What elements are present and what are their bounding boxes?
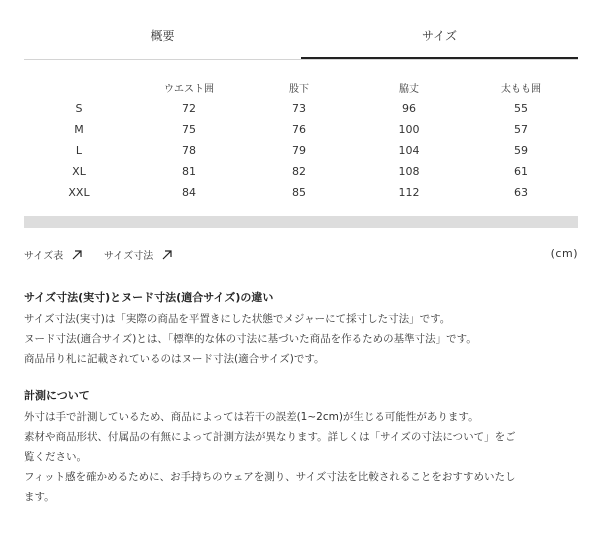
- size-label: XXL: [68, 186, 90, 199]
- table-cell: 73: [292, 102, 306, 115]
- table-header-row: [24, 76, 578, 98]
- section-title-measurement: 計測について: [24, 389, 90, 402]
- table-cell: 85: [292, 186, 306, 199]
- table-cell: 81: [182, 165, 196, 178]
- table-cell: 57: [514, 123, 528, 136]
- note-line: ヌード寸法(適合サイズ)とは、「標準的な体の寸法に基づいた商品を作るための基準寸法」です。: [24, 333, 477, 345]
- note-line: 素材や商品形状、付属品の有無によって計測方法が異なります。詳しくは「サイズの寸法について」をご: [24, 431, 516, 443]
- table-cell: 61: [514, 165, 528, 178]
- note-line: サイズ寸法(実寸)は「実際の商品を平置きにした状態でメジャーにて採寸した寸法」です。: [24, 313, 451, 325]
- table-cell: 82: [292, 165, 306, 178]
- table-cell: 59: [514, 144, 528, 157]
- table-cell: 75: [182, 123, 196, 136]
- size-label: XL: [72, 165, 86, 178]
- table-cell: 84: [182, 186, 196, 199]
- note-line: ます。: [24, 491, 55, 503]
- tab-divider: [24, 59, 578, 60]
- size-table: [24, 76, 578, 203]
- table-cell: 96: [402, 102, 416, 115]
- column-header-side-length: 脇丈: [399, 83, 419, 95]
- table-row: [24, 182, 578, 203]
- table-row: [24, 140, 578, 161]
- size-notes: [24, 289, 584, 507]
- column-header-waist: ウエスト囲: [164, 83, 214, 95]
- table-row: [24, 98, 578, 119]
- column-header-inseam: 股下: [289, 83, 309, 95]
- table-cell: 79: [292, 144, 306, 157]
- size-table-link-label: サイズ表: [24, 251, 64, 262]
- note-line: 覧ください。: [24, 451, 87, 463]
- size-label: S: [75, 102, 83, 115]
- table-cell: 108: [398, 165, 420, 178]
- table-row: [24, 161, 578, 182]
- tab-size[interactable]: サイズ: [301, 20, 578, 60]
- column-header: [24, 76, 134, 98]
- size-label: L: [75, 144, 83, 157]
- table-cell: 100: [398, 123, 420, 136]
- column-header-thigh: 太もも囲: [501, 83, 541, 95]
- size-dimensions-link-label: サイズ寸法: [104, 251, 154, 262]
- note-line: フィット感を確かめるために、お手持ちのウェアを測り、サイズ寸法を比較されることをおすすめいたし: [24, 471, 516, 483]
- note-line: 外寸は手で計測しているため、商品によっては若干の誤差(1~2cm)が生じる可能性があります。: [24, 411, 479, 423]
- table-cell: 112: [398, 186, 420, 199]
- size-table-link[interactable]: [24, 247, 83, 262]
- size-dimensions-link[interactable]: [104, 247, 173, 262]
- tab-bar: [24, 20, 578, 60]
- table-cell: 55: [514, 102, 528, 115]
- table-cell: 63: [514, 186, 528, 199]
- external-arrow-icon: [161, 249, 173, 261]
- external-arrow-icon: [71, 249, 83, 261]
- table-cell: 78: [182, 144, 196, 157]
- section-title-difference: サイズ寸法(実寸)とヌード寸法(適合サイズ)の違い: [24, 291, 274, 304]
- table-cell: 72: [182, 102, 196, 115]
- note-line: 商品吊り札に記載されているのはヌード寸法(適合サイズ)です。: [24, 353, 325, 365]
- table-row: [24, 119, 578, 140]
- table-cell: 76: [292, 123, 306, 136]
- horizontal-scrollbar[interactable]: [24, 216, 578, 228]
- unit-label: (cm): [550, 247, 578, 260]
- size-label: M: [74, 123, 84, 136]
- tab-overview[interactable]: 概要: [150, 29, 175, 43]
- table-cell: 104: [398, 144, 420, 157]
- size-links: [24, 247, 578, 263]
